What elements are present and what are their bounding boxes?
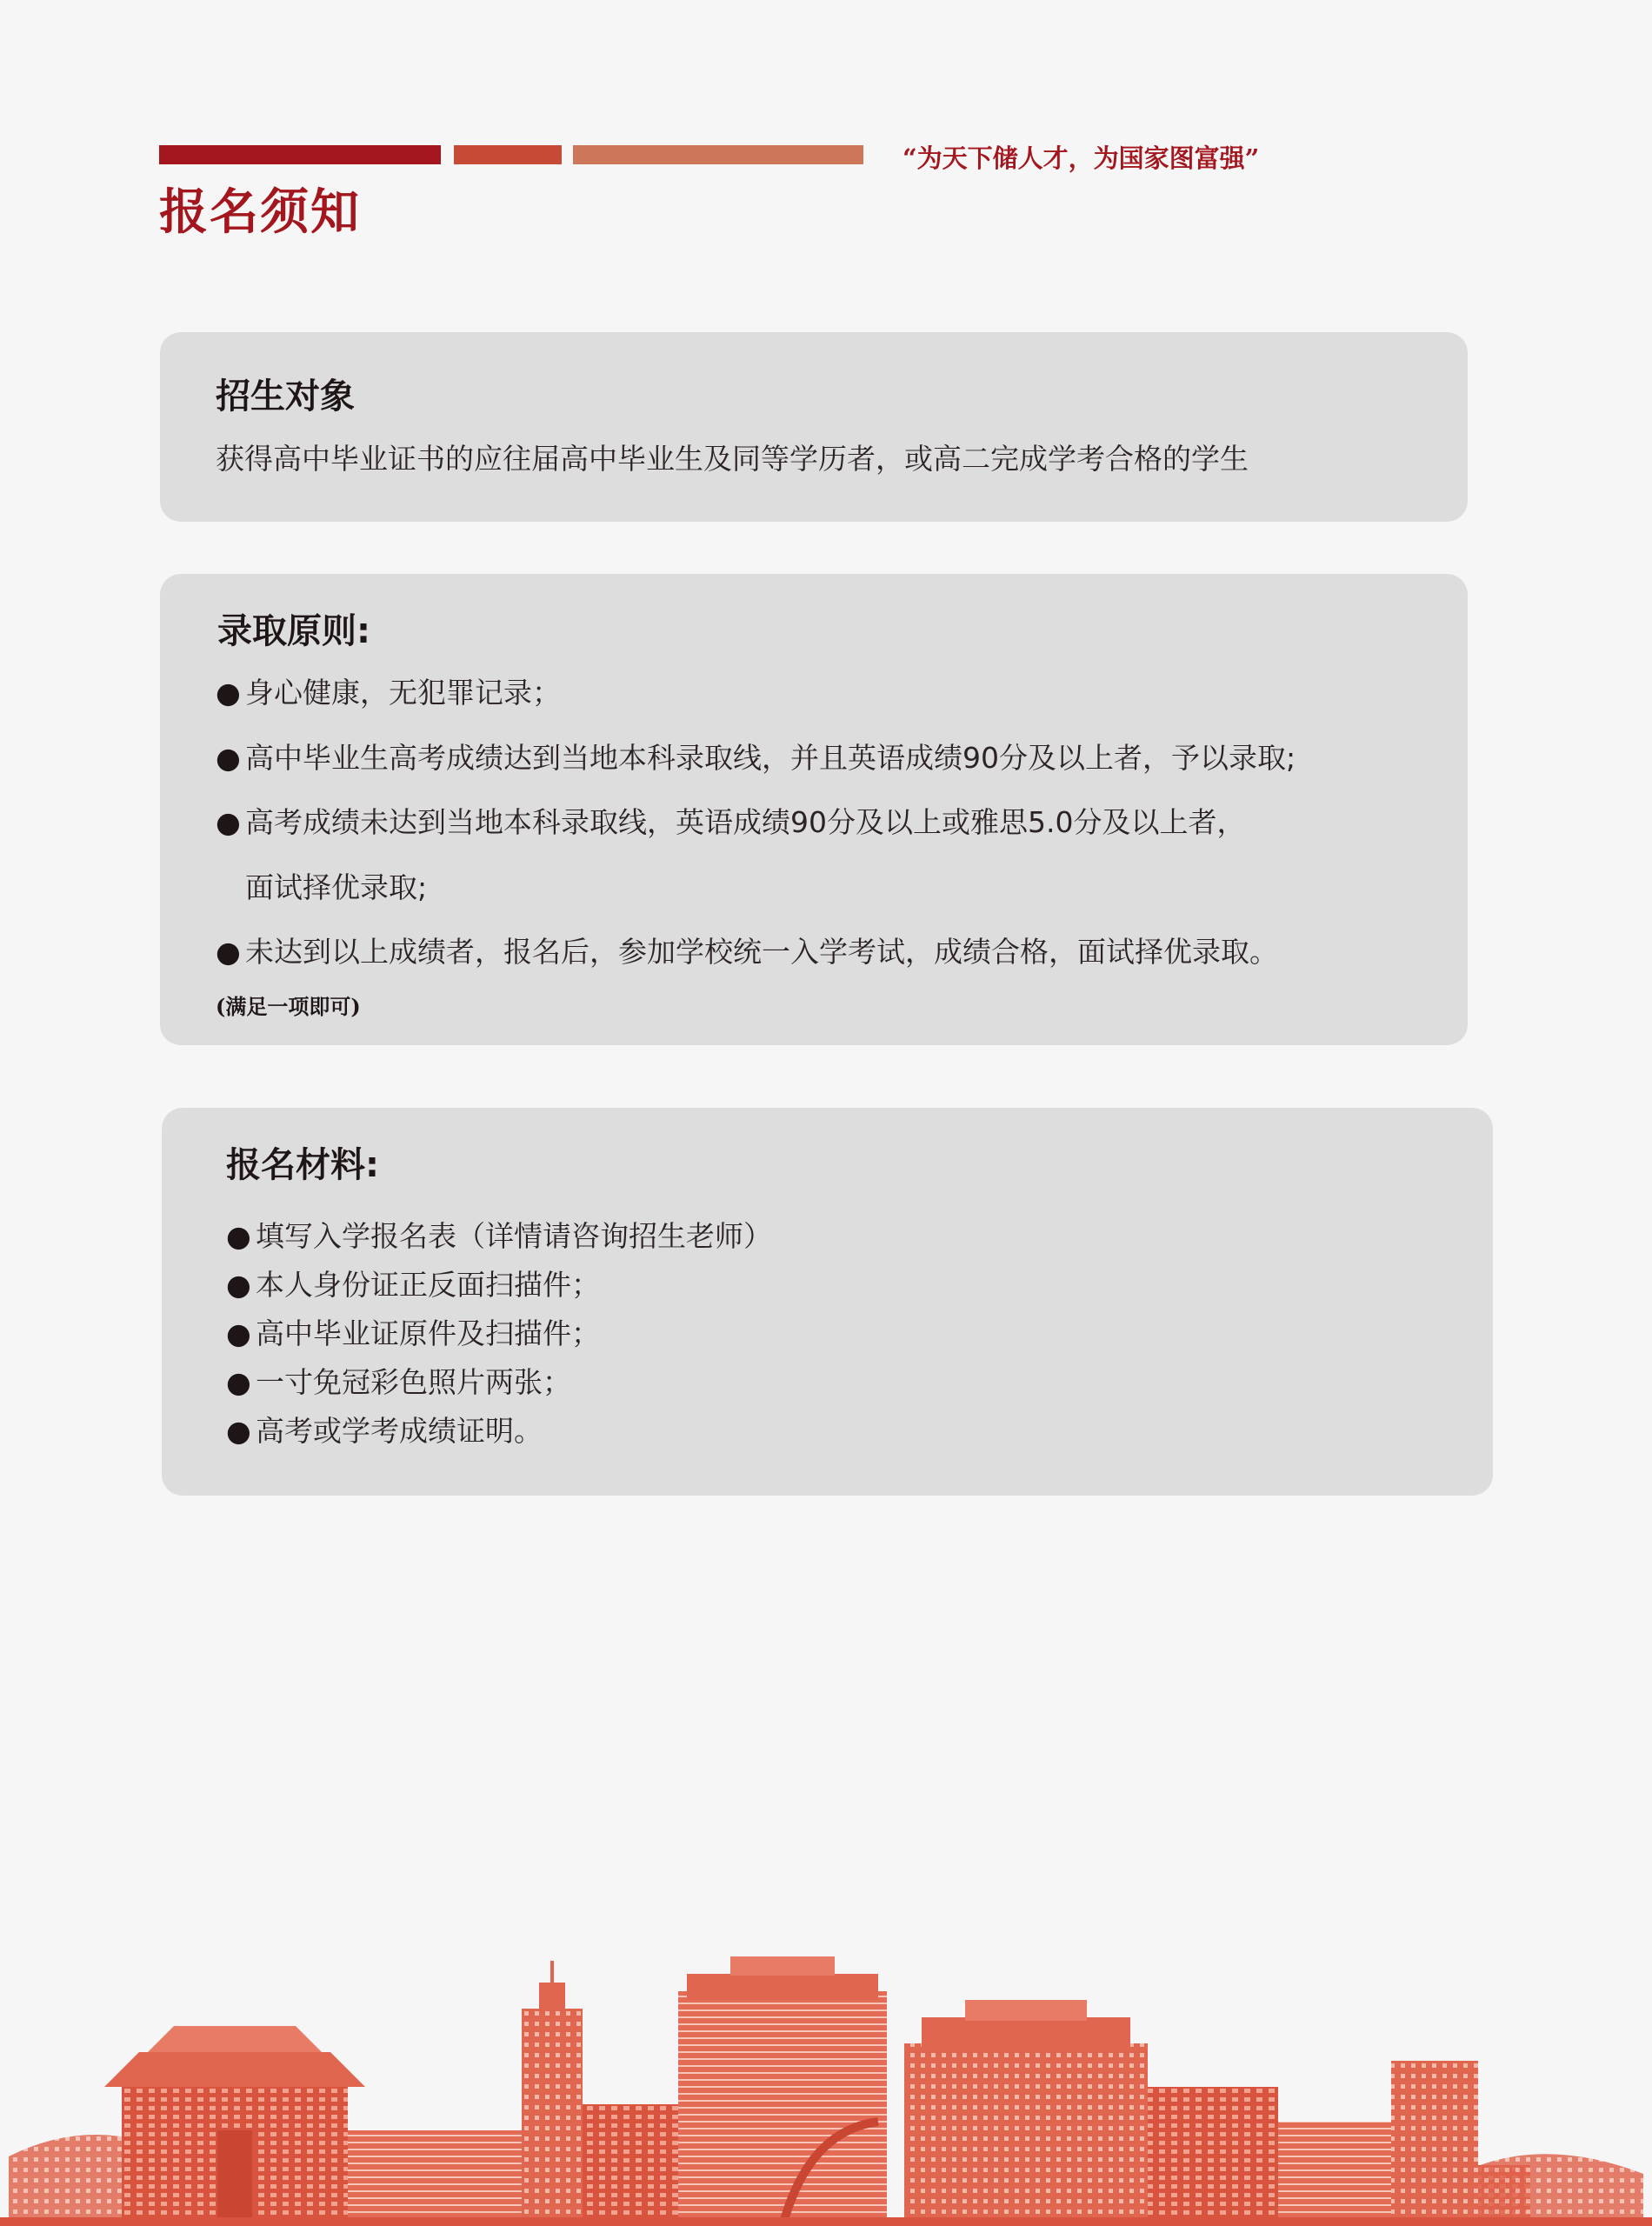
bullet-icon: ● [226, 1414, 251, 1448]
admission-principles-card [160, 574, 1468, 1045]
recruitment-target-text: 获得高中毕业证书的应往届高中毕业生及同等学历者，或高二完成学考合格的学生 [216, 442, 1249, 476]
list-item: ● 高中毕业证原件及扫描件； [226, 1316, 600, 1350]
admission-principles-title: 录取原则: [217, 611, 370, 651]
bullet-icon: ● [216, 935, 241, 969]
application-materials-card [162, 1108, 1493, 1496]
list-item: ● 高考成绩未达到当地本科录取线，英语成绩90分及以上或雅思5.0分及以上者， [216, 805, 1246, 839]
application-materials-title: 报名材料: [226, 1145, 379, 1185]
recruitment-target-title: 招生对象 [216, 377, 355, 417]
bullet-icon: ● [226, 1316, 251, 1350]
list-item: ● 高中毕业生高考成绩达到当地本科录取线，并且英语成绩90分及以上者，予以录取; [216, 741, 1296, 775]
list-item: ● 未达到以上成绩者，报名后，参加学校统一入学考试，成绩合格，面试择优录取。 [216, 935, 1278, 969]
bullet-icon: ● [216, 741, 241, 775]
skyline-buildings [0, 1956, 1652, 2226]
header-bar-mid [454, 145, 562, 164]
list-item-continuation: 面试择优录取; [245, 870, 428, 904]
list-item: ● 填写入学报名表（详情请咨询招生老师） [226, 1219, 772, 1253]
header-bar-light [573, 145, 863, 164]
page-title: 报名须知 [159, 183, 361, 241]
bullet-icon: ● [226, 1219, 251, 1253]
bullet-icon: ● [216, 805, 241, 839]
recruitment-target-card [160, 332, 1468, 522]
list-item: ● 高考或学考成绩证明。 [226, 1414, 543, 1448]
header-slogan: “为天下储人才，为国家图富强” [903, 143, 1260, 173]
admission-note: (满足一项即可) [216, 994, 361, 1019]
bullet-icon: ● [216, 676, 241, 710]
bullet-icon: ● [226, 1268, 251, 1302]
bullet-icon: ● [226, 1365, 251, 1399]
list-item: ● 身心健康，无犯罪记录； [216, 676, 561, 710]
list-item: ● 本人身份证正反面扫描件； [226, 1268, 600, 1302]
list-item: ● 一寸免冠彩色照片两张； [226, 1365, 571, 1399]
header-bar-dark [159, 145, 441, 164]
campus-skyline-illustration [0, 1956, 1652, 2226]
